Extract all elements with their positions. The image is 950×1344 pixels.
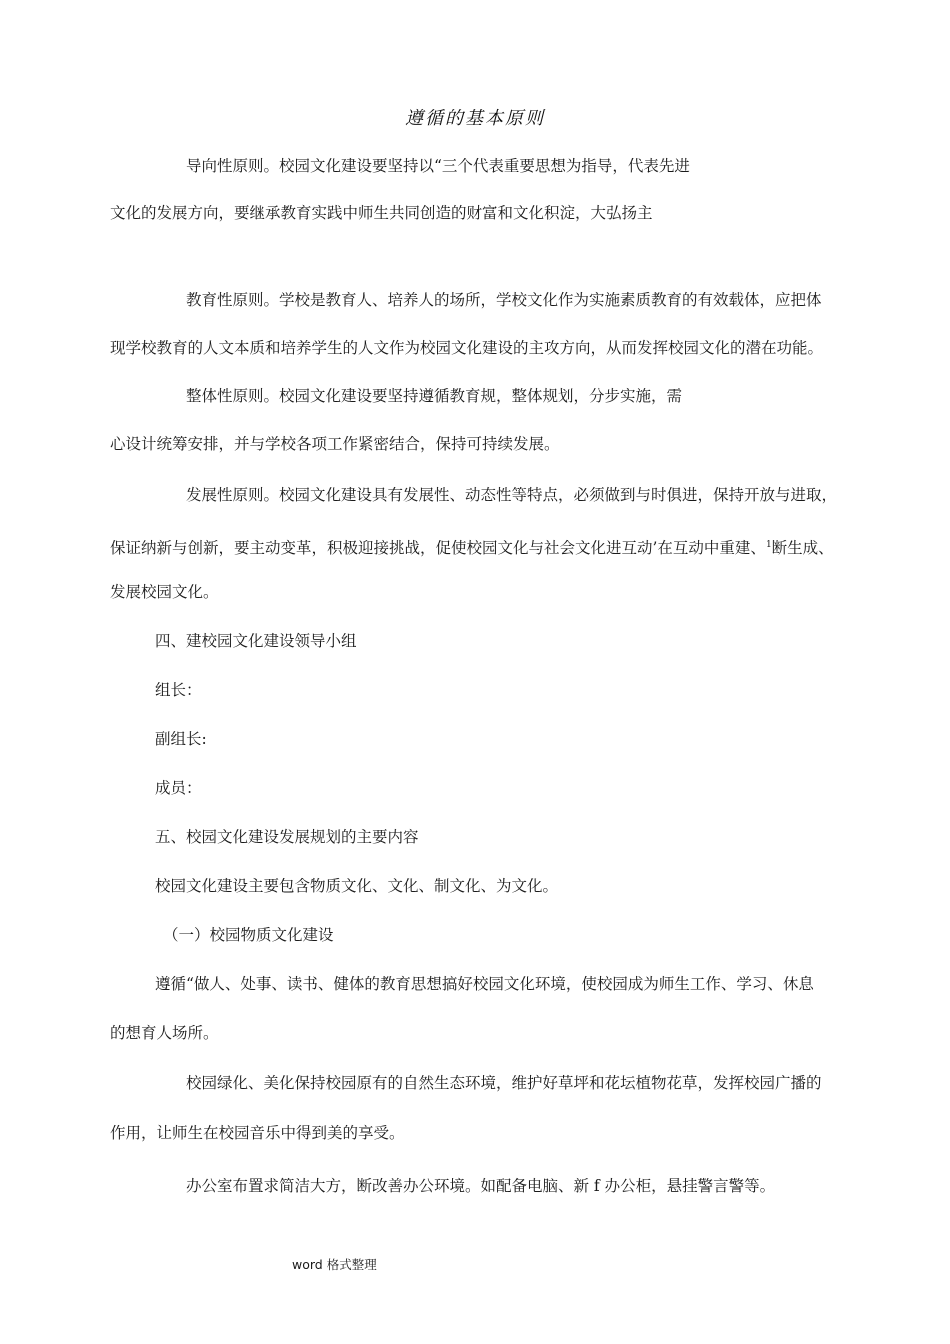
line-text: 断生成、 [771,539,834,558]
paragraph-line: 遵循“做人、处事、读书、健体的教育思想搞好校园文化环境，使校园成为师生工作、学习、休息 [155,975,814,993]
field-label: 组长： [155,681,202,699]
section-heading: 五、校园文化建设发展规划的主要内容 [155,828,419,846]
field-label: 成员： [155,779,202,797]
page-footer: word 格式整理 [292,1257,377,1272]
paragraph-line: 现学校教育的人文本质和培养学生的人文作为校园文化建设的主攻方向，从而发挥校园文化的潜在功能。 [110,339,824,357]
superscript-mark: 1 [765,540,772,550]
field-label: 副组长: [155,730,207,748]
paragraph-line: 办公室布置求简洁大方，断改善办公环境。如配备电脑、新 f 办公柜，悬挂警言警等。 [186,1177,776,1195]
subsection-heading: （一）校园物质文化建设 [163,926,334,944]
paragraph-line: 导向性原则。校园文化建设要坚持以“三个代表重要思想为指导，代表先进 [186,157,690,175]
paragraph-line: 的想育人场所。 [110,1024,219,1042]
document-title: 遵循的基本原则 [405,108,545,129]
line-text: 保证纳新与创新，要主动变革，积极迎接挑战，促使校园文化与社会文化进互动’在互动中重建、 [110,539,766,558]
paragraph-line: 心设计统筹安排，并与学校各项工作紧密结合，保持可持续发展。 [110,435,560,453]
paragraph-line: 校园绿化、美化保持校园原有的自然生态环境，维护好草坪和花坛植物花草，发挥校园广播的 [186,1074,822,1092]
paragraph-line: 作用，让师生在校园音乐中得到美的享受。 [110,1124,405,1142]
paragraph-line: 发展校园文化。 [110,583,219,601]
paragraph-line: 整体性原则。校园文化建设要坚持遵循教育规，整体规划，分步实施，需 [186,387,683,405]
paragraph-line: 发展性原则。校园文化建设具有发展性、动态性等特点，必须做到与时俱进，保持开放与进取， [186,486,838,504]
paragraph-line: 校园文化建设主要包含物质文化、文化、制文化、为文化。 [155,877,559,895]
paragraph-line [110,535,834,558]
paragraph-line: 文化的发展方向，要继承教育实践中师生共同创造的财富和文化积淀，大弘扬主 [110,204,653,222]
section-heading: 四、建校园文化建设领导小组 [155,632,357,650]
paragraph-line: 教育性原则。学校是教育人、培养人的场所，学校文化作为实施素质教育的有效载体，应把体 [186,291,822,309]
